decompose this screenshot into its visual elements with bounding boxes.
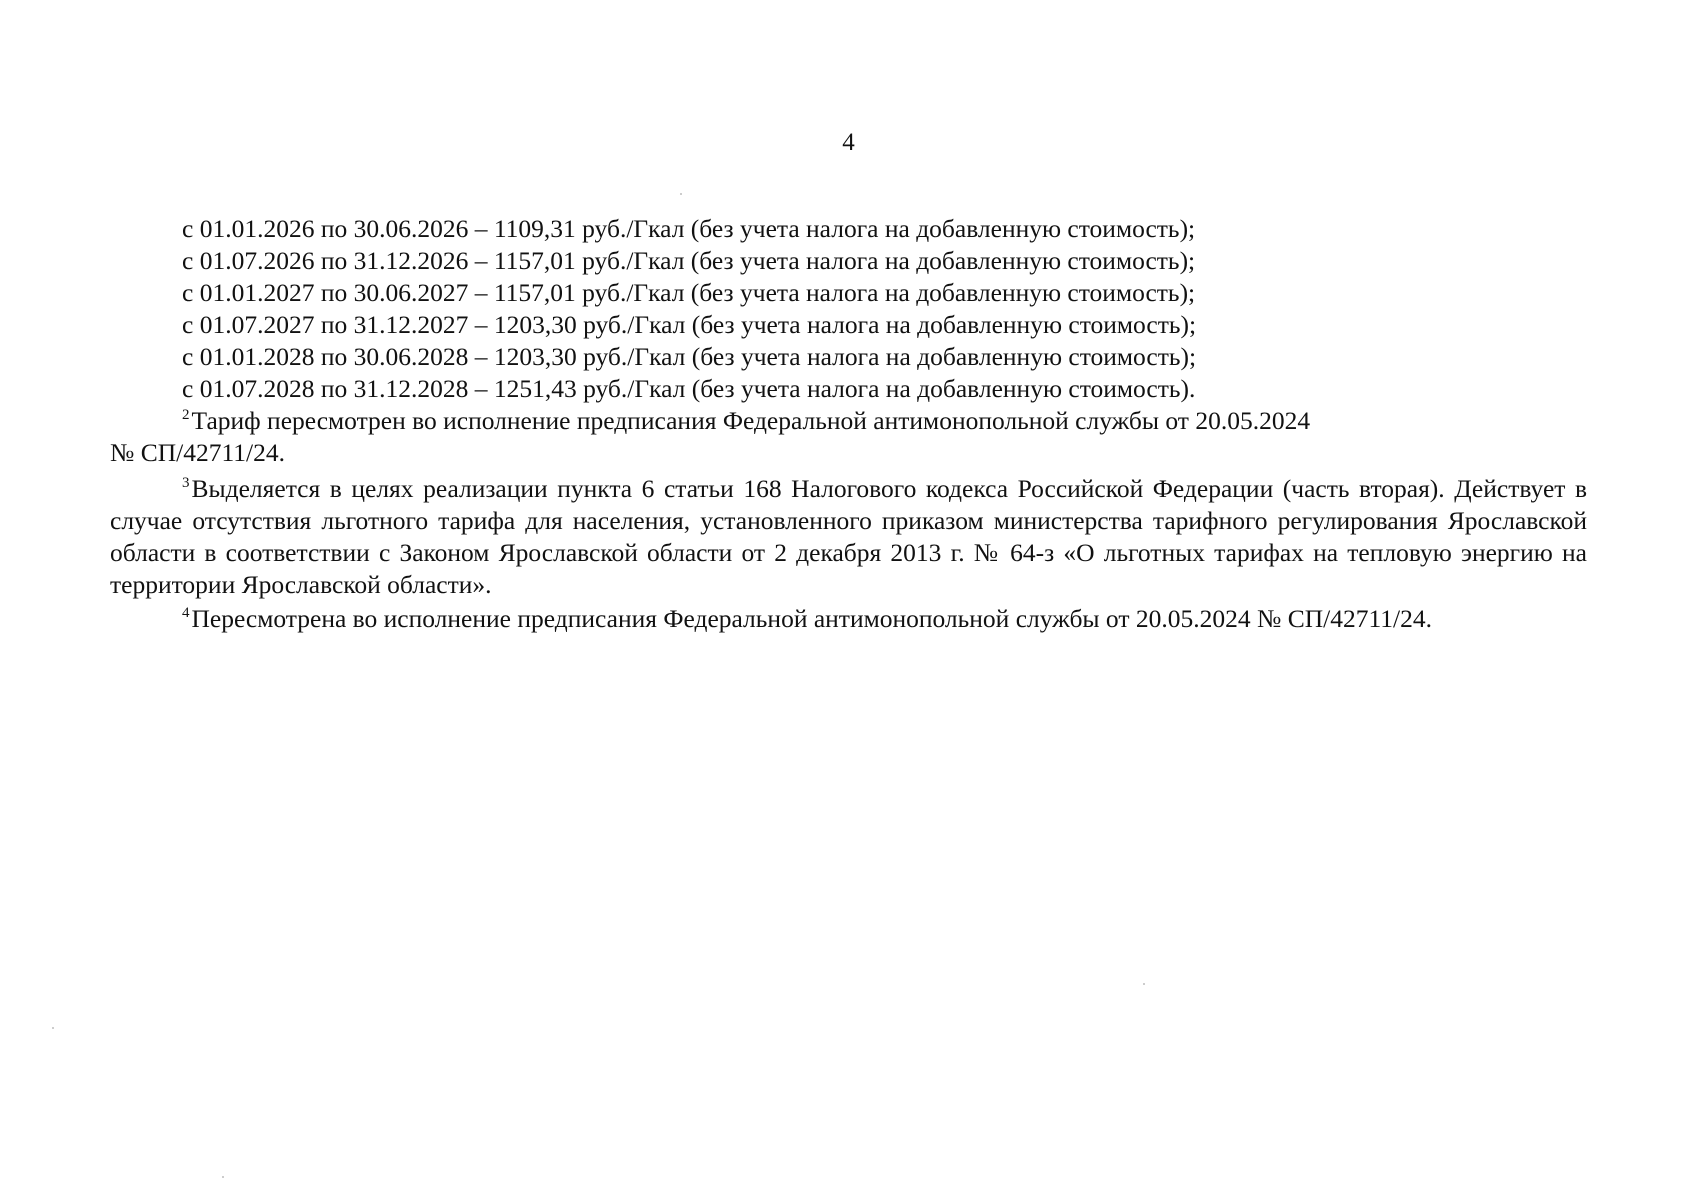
footnote-text: Тариф пересмотрен во исполнение предписания Федеральной антимонопольной службы от 20.05.2024 xyxy=(191,406,1311,435)
page-number: 4 xyxy=(842,129,855,156)
tariff-line: с 01.01.2027 по 30.06.2027 – 1157,01 руб./Гкал (без учета налога на добавленную стоимость); xyxy=(182,278,1196,307)
scan-speck xyxy=(680,193,682,195)
tariff-line: с 01.07.2027 по 31.12.2027 – 1203,30 руб./Гкал (без учета налога на добавленную стоимость); xyxy=(182,310,1197,339)
tariff-list xyxy=(110,213,1587,405)
footnote-4 xyxy=(110,603,1587,635)
footnote-text: Пересмотрена во исполнение предписания Федеральной антимонопольной службы от 20.05.2024 № СП/42711/24. xyxy=(191,604,1432,633)
scan-speck xyxy=(222,1176,224,1178)
scan-speck xyxy=(1143,983,1145,985)
footnote-text: Выделяется в целях реализации пункта 6 статьи 168 Налогового кодекса Российской Федерации (часть вторая). Действует в случае отсутствия льготного тарифа для населения, установленного приказом министерства тарифного регулирования Ярославской области в соответствии с Законом Ярославской области от 2 декабря 2013 г. № 64-з «О льготных тарифах на тепловую энергию на территории Ярославской области». xyxy=(110,474,1587,599)
document-body xyxy=(110,213,1587,635)
footnote-marker: 2 xyxy=(182,407,190,423)
scan-speck xyxy=(52,1027,54,1029)
footnote-marker: 4 xyxy=(182,605,190,621)
tariff-line: с 01.01.2028 по 30.06.2028 – 1203,30 руб./Гкал (без учета налога на добавленную стоимость); xyxy=(182,342,1197,371)
tariff-line: с 01.07.2028 по 31.12.2028 – 1251,43 руб./Гкал (без учета налога на добавленную стоимость). xyxy=(182,374,1196,403)
footnote-marker: 3 xyxy=(182,475,190,491)
footnote-text-tail: № СП/42711/24. xyxy=(110,438,285,467)
footnote-2 xyxy=(110,405,1587,469)
footnote-3 xyxy=(110,473,1587,601)
tariff-line: с 01.07.2026 по 31.12.2026 – 1157,01 руб./Гкал (без учета налога на добавленную стоимость); xyxy=(182,246,1196,275)
tariff-line: с 01.01.2026 по 30.06.2026 – 1109,31 руб./Гкал (без учета налога на добавленную стоимость); xyxy=(182,214,1196,243)
